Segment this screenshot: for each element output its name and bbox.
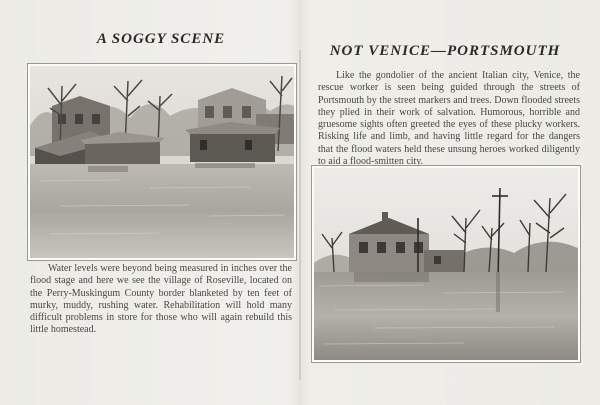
portsmouth-flood-photo <box>312 166 580 362</box>
right-page-caption: Like the gondolier of the ancient Italian city, Venice, the rescue worker is seen being guided through the streets of Portsmouth by the street markers and trees. Down flooded streets they plied in their work of salvation. Humorous, horrible and gruesome sights often greeted the eyes of these plucky workers. Risking life and limb, and having little regard for the dangers that the flood waters held these unsung heroes worked diligently to aid a flood-smitten city. <box>318 70 580 168</box>
left-page-heading: A SOGGY SCENE <box>96 31 226 47</box>
page-gutter <box>299 50 301 380</box>
roseville-flood-photo <box>28 64 296 260</box>
left-page-caption: Water levels were beyond being measured in inches over the flood stage and here we see the village of Roseville, located on the Perry-Muskingum County border blanketed by ten feet of murky, muddy, rushing water. Rehabilitation will hold many difficult problems in store for those who will again rebuild this little homestead. <box>30 263 292 336</box>
right-page-heading: NOT VENICE—PORTSMOUTH <box>329 43 561 59</box>
